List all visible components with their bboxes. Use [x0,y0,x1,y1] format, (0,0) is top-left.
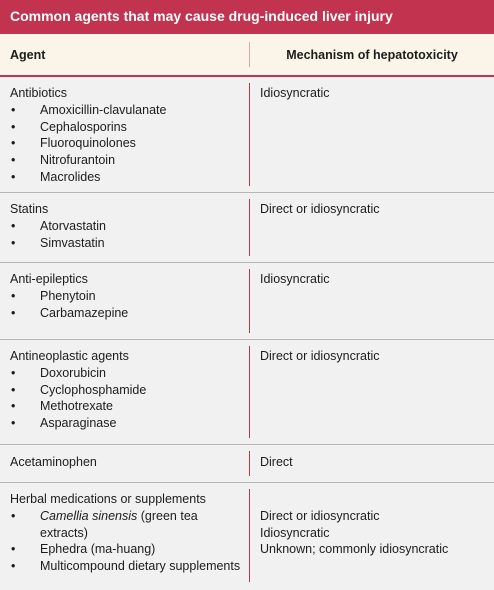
table-row [0,192,494,262]
agent-category: Acetaminophen [10,455,97,469]
mechanism-cell [250,77,494,192]
agent-cell [0,193,249,262]
list-item: • Nitrofurantoin [10,152,249,169]
drug-name: Multicompound dietary supplements [40,559,241,574]
drug-list [10,218,249,252]
list-item: • Macrolides [10,169,249,186]
list-item: • Phenytoin [10,288,249,305]
mechanism-text: Direct or idiosyncratic [260,202,380,216]
mechanism-text: Idiosyncratic [260,86,330,100]
list-item: • Fluoroquinolones [10,135,249,152]
mechanism-text: Idiosyncratic [260,525,330,540]
table-title: Common agents that may cause drug-induced liver injury [0,0,494,32]
table-row [0,77,494,192]
agent-cell [0,340,249,444]
mechanism-cell [250,340,494,444]
mechanism-text: Idiosyncratic [260,272,330,286]
table-row [0,262,494,339]
mechanism-cell [250,483,494,588]
agent-cell [0,77,249,192]
table-row [0,482,494,588]
agent-category: Anti-epileptics [10,272,88,286]
list-item: • Cyclophosphamide [10,382,249,399]
drug-name: Ephedra (ma-huang) [40,542,156,557]
agent-cell [0,483,249,588]
mechanism-text: Direct or idiosyncratic [260,508,380,523]
list-item: • Simvastatin [10,235,249,252]
header-agent: Agent [10,47,46,62]
list-item: • Doxorubicin [10,365,249,382]
list-item: • Cephalosporins [10,119,249,136]
agent-category: Statins [10,202,49,216]
mechanism-text: Unknown; commonly idiosyncratic [260,542,449,557]
mechanism-text: Direct or idiosyncratic [260,349,380,363]
list-item: • Asparaginase [10,415,249,432]
table-header-row [0,32,494,77]
drug-list [10,365,249,432]
mechanism-cell [250,445,494,482]
drug-list [10,102,249,186]
drug-list [10,508,249,575]
table-row [0,444,494,482]
agent-category: Antibiotics [10,86,67,100]
mechanism-cell [250,263,494,339]
mechanism-cell [250,193,494,262]
drug-name-italic: Camellia sinensis [40,508,138,523]
list-item: • Carbamazepine [10,305,249,322]
mechanism-text: Direct [260,455,293,469]
drug-name: (green tea extracts) [40,508,198,540]
drug-list [10,288,249,322]
list-item: • Methotrexate [10,398,249,415]
list-item [10,541,249,558]
list-item [10,508,249,542]
table-row [0,339,494,444]
agent-category: Herbal medications or supplements [10,492,206,506]
agent-cell [0,445,249,482]
list-item [10,558,249,575]
agent-cell [0,263,249,339]
list-item: • Amoxicillin-clavulanate [10,102,249,119]
header-mechanism: Mechanism of hepatotoxicity [286,47,458,62]
agent-category: Antineoplastic agents [10,349,129,363]
list-item: • Atorvastatin [10,218,249,235]
